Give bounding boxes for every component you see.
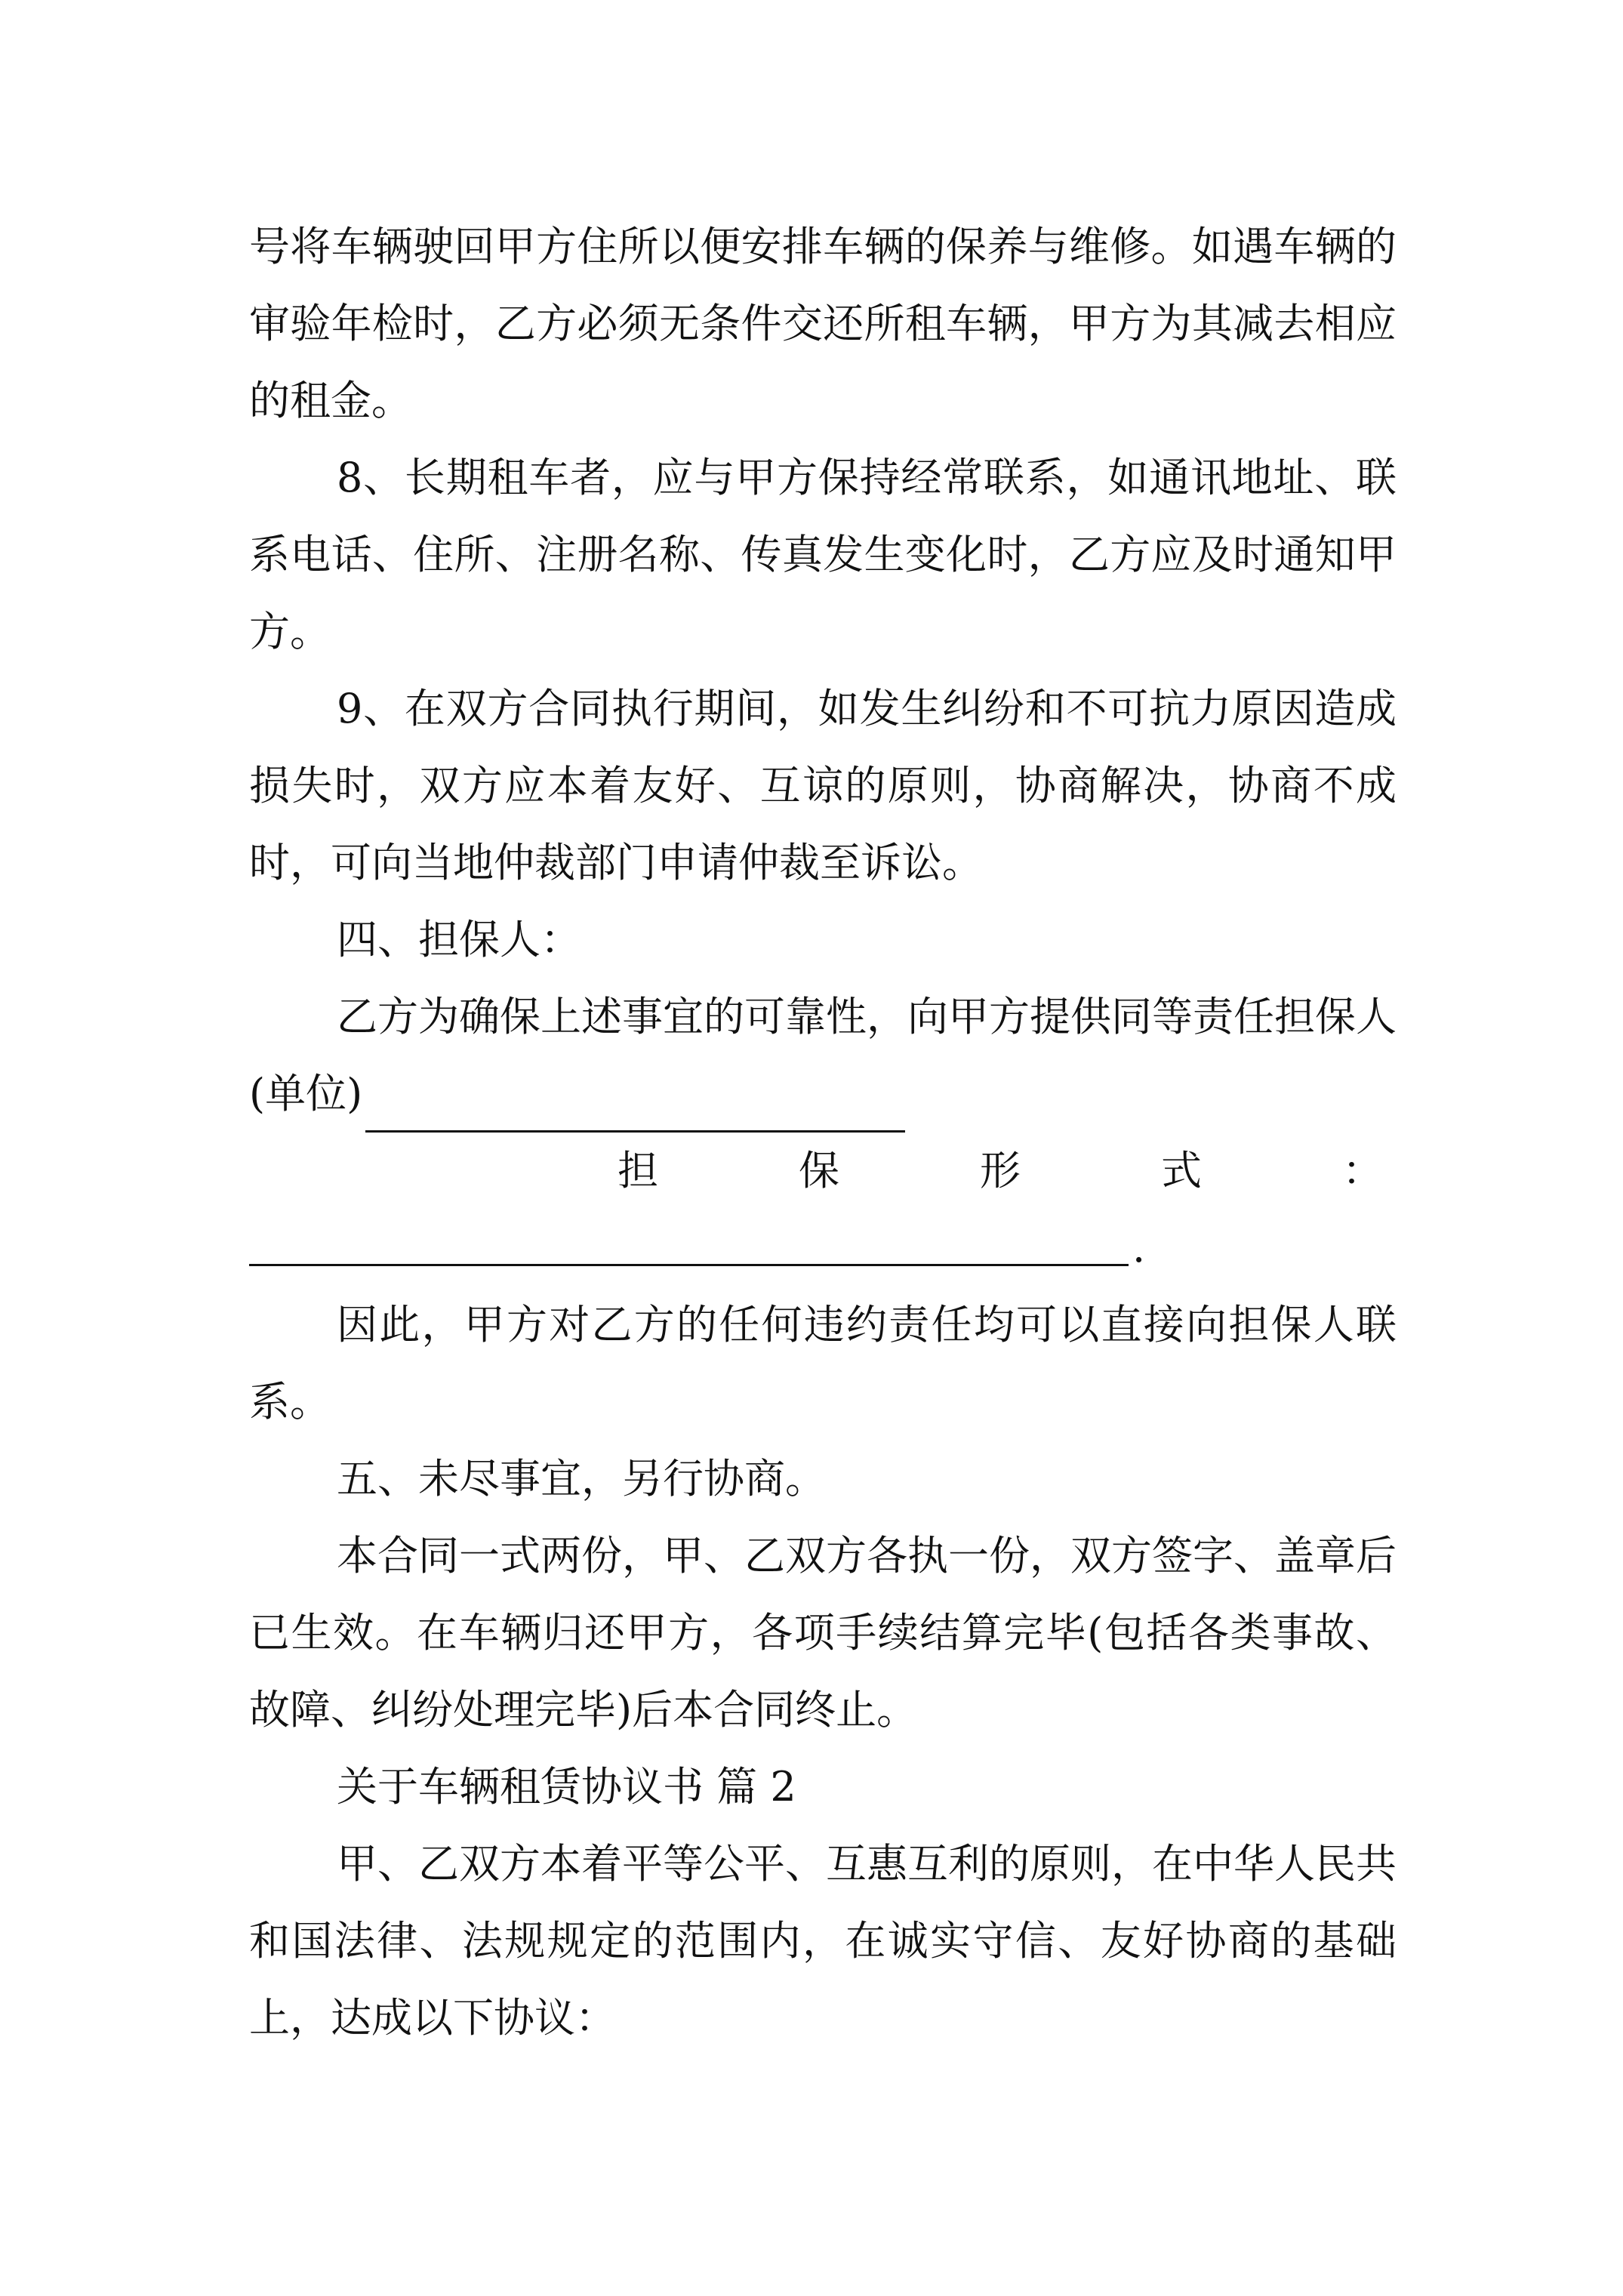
paragraph-copies: 本合同一式两份，甲、乙双方各执一份，双方签字、盖章后已生效。在车辆归还甲方，各项手续结算完毕(包括各类事故、故障、纠纷处理完毕)后本合同终止。 bbox=[249, 1532, 1397, 1734]
paragraph-clause-9: 9、在双方合同执行期间，如发生纠纷和不可抗力原因造成损失时，双方应本着友好、互谅的原则，协商解决，协商不成时，可向当地仲裁部门申请仲裁至诉讼。 bbox=[249, 685, 1397, 886]
guarantee-form-row bbox=[249, 1133, 1397, 1210]
paragraph-clause-8: 8、长期租车者，应与甲方保持经常联系，如通讯地址、联系电话、住所、注册名称、传真发生变化时，乙方应及时通知甲方。 bbox=[249, 454, 1397, 655]
section-heading-other-matters: 五、未尽事宜，另行协商。 bbox=[337, 1455, 826, 1502]
guarantor-text: 乙方为确保上述事宜的可靠性，向甲方提供同等责任担保人(单位) bbox=[249, 993, 1397, 1117]
paragraph-liability: 因此，甲方对乙方的任何违约责任均可以直接向担保人联系。 bbox=[249, 1301, 1397, 1425]
guarantee-form-blank-line bbox=[249, 1210, 1129, 1266]
guarantee-form-char-1: 担 bbox=[617, 1147, 658, 1194]
paragraph-guarantor bbox=[249, 978, 1397, 1133]
paragraph-vehicle-return: 号将车辆驶回甲方住所以便安排车辆的保养与维修。如遇车辆的审验年检时，乙方必须无条件交还所租车辆，甲方为其减去相应的租金。 bbox=[249, 223, 1397, 424]
guarantor-blank-line bbox=[365, 1085, 905, 1133]
section-heading-guarantor: 四、担保人： bbox=[337, 916, 581, 963]
guarantee-form-char-2: 保 bbox=[799, 1147, 839, 1194]
document-body bbox=[249, 208, 1397, 2057]
guarantee-form-char-3: 形 bbox=[980, 1147, 1021, 1194]
paragraph-agreement-intro: 甲、乙双方本着平等公平、互惠互利的原则，在中华人民共和国法律、法规规定的范围内，在诚实守信、友好协商的基础上，达成以下协议： bbox=[249, 1840, 1397, 2042]
guarantee-form-blank-end: . bbox=[1132, 1224, 1146, 1271]
guarantee-form-colon: ： bbox=[1342, 1147, 1383, 1194]
section-title-part-2: 关于车辆租赁协议书 篇 2 bbox=[337, 1763, 796, 1811]
guarantee-form-char-4: 式 bbox=[1161, 1147, 1202, 1194]
guarantee-form-blank-row bbox=[249, 1210, 1397, 1287]
